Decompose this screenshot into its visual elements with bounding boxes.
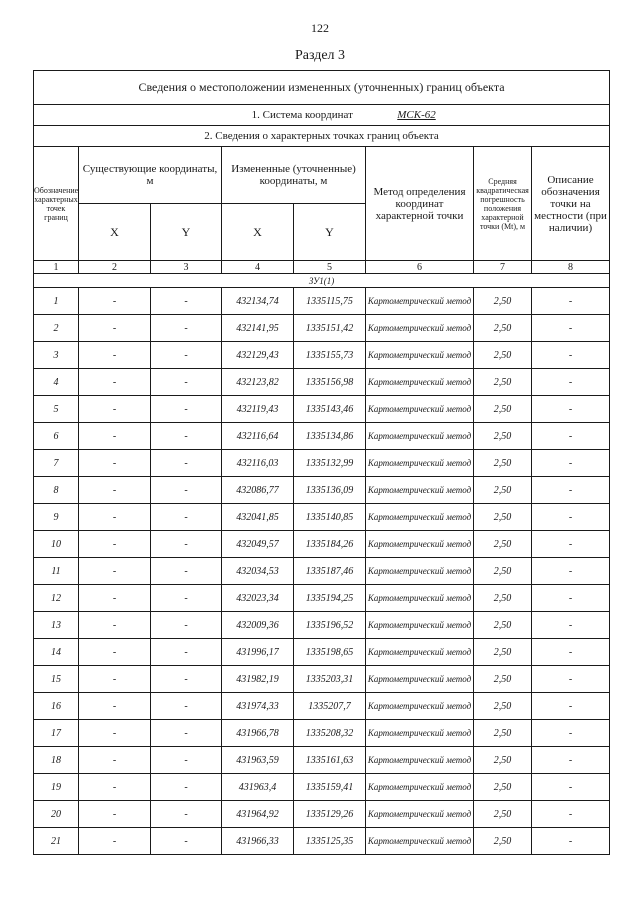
cell-changed-y: 1335125,35 (294, 828, 366, 855)
cell-existing-x: - (79, 720, 151, 747)
cell-changed-x: 432034,53 (222, 558, 294, 585)
cell-point-number: 9 (34, 504, 79, 531)
table-row (34, 450, 610, 477)
cell-changed-x: 432116,03 (222, 450, 294, 477)
cell-point-number: 10 (34, 531, 79, 558)
column-number: 4 (222, 261, 294, 274)
cell-point-number: 15 (34, 666, 79, 693)
page-number: 122 (311, 21, 329, 35)
table-row (34, 531, 610, 558)
coord-system-label: 1. Система координат (251, 109, 353, 121)
cell-existing-x: - (79, 396, 151, 423)
cell-changed-y: 1335129,26 (294, 801, 366, 828)
cell-rms-error: 2,50 (474, 504, 532, 531)
cell-existing-x: - (79, 774, 151, 801)
cell-rms-error: 2,50 (474, 450, 532, 477)
cell-changed-y: 1335198,65 (294, 639, 366, 666)
table-row (34, 558, 610, 585)
table-row (34, 423, 610, 450)
column-number: 5 (294, 261, 366, 274)
cell-description: - (532, 288, 610, 315)
cell-rms-error: 2,50 (474, 288, 532, 315)
cell-existing-y: - (151, 720, 222, 747)
cell-changed-x: 431996,17 (222, 639, 294, 666)
cell-changed-y: 1335208,32 (294, 720, 366, 747)
cell-existing-y: - (151, 504, 222, 531)
cell-method: Картометрический метод (366, 720, 474, 747)
cell-existing-y: - (151, 666, 222, 693)
cell-method: Картометрический метод (366, 477, 474, 504)
table-row (34, 693, 610, 720)
cell-changed-y: 1335134,86 (294, 423, 366, 450)
cell-changed-x: 431982,19 (222, 666, 294, 693)
cell-changed-x: 432009,36 (222, 612, 294, 639)
header-method: Метод определения координат характерной точки (366, 147, 474, 261)
cell-existing-y: - (151, 315, 222, 342)
cell-existing-x: - (79, 801, 151, 828)
cell-rms-error: 2,50 (474, 477, 532, 504)
table-row (34, 612, 610, 639)
cell-point-number: 19 (34, 774, 79, 801)
cell-description: - (532, 585, 610, 612)
cell-point-number: 14 (34, 639, 79, 666)
cell-rms-error: 2,50 (474, 315, 532, 342)
cell-changed-x: 431963,59 (222, 747, 294, 774)
table-row (34, 747, 610, 774)
column-number: 8 (532, 261, 610, 274)
cell-changed-x: 432116,64 (222, 423, 294, 450)
table-title: Сведения о местоположении измененных (уточненных) границ объекта (34, 71, 610, 105)
cell-changed-x: 431966,78 (222, 720, 294, 747)
table-row (34, 504, 610, 531)
cell-existing-y: - (151, 639, 222, 666)
cell-existing-y: - (151, 477, 222, 504)
cell-rms-error: 2,50 (474, 342, 532, 369)
cell-existing-x: - (79, 747, 151, 774)
cell-method: Картометрический метод (366, 504, 474, 531)
cell-rms-error: 2,50 (474, 558, 532, 585)
cell-description: - (532, 693, 610, 720)
table-row (34, 801, 610, 828)
cell-rms-error: 2,50 (474, 801, 532, 828)
cell-description: - (532, 666, 610, 693)
cell-changed-y: 1335203,31 (294, 666, 366, 693)
cell-point-number: 11 (34, 558, 79, 585)
header-description: Описание обозначения точки на местности (при наличии) (532, 147, 610, 261)
cell-changed-x: 432134,74 (222, 288, 294, 315)
cell-existing-y: - (151, 396, 222, 423)
cell-description: - (532, 747, 610, 774)
cell-changed-y: 1335196,52 (294, 612, 366, 639)
column-number: 1 (34, 261, 79, 274)
table-row (34, 720, 610, 747)
cell-existing-y: - (151, 531, 222, 558)
cell-existing-y: - (151, 369, 222, 396)
cell-changed-y: 1335155,73 (294, 342, 366, 369)
cell-changed-y: 1335140,85 (294, 504, 366, 531)
cell-description: - (532, 639, 610, 666)
cell-point-number: 3 (34, 342, 79, 369)
cell-method: Картометрический метод (366, 288, 474, 315)
header-changed-coords: Измененные (уточненные) координаты, м (222, 147, 366, 204)
cell-existing-x: - (79, 504, 151, 531)
cell-changed-y: 1335115,75 (294, 288, 366, 315)
cell-point-number: 4 (34, 369, 79, 396)
cell-description: - (532, 423, 610, 450)
cell-changed-x: 431974,33 (222, 693, 294, 720)
cell-existing-y: - (151, 342, 222, 369)
cell-description: - (532, 504, 610, 531)
cell-changed-x: 431964,92 (222, 801, 294, 828)
zone-label: ЗУ1(1) (34, 274, 610, 288)
cell-method: Картометрический метод (366, 369, 474, 396)
cell-description: - (532, 342, 610, 369)
cell-changed-y: 1335187,46 (294, 558, 366, 585)
cell-existing-y: - (151, 585, 222, 612)
table-row (34, 828, 610, 855)
cell-existing-y: - (151, 774, 222, 801)
cell-rms-error: 2,50 (474, 774, 532, 801)
cell-method: Картометрический метод (366, 423, 474, 450)
cell-description: - (532, 477, 610, 504)
cell-existing-x: - (79, 612, 151, 639)
cell-description: - (532, 315, 610, 342)
table-row (34, 396, 610, 423)
coord-system-row (34, 105, 610, 126)
cell-description: - (532, 369, 610, 396)
cell-rms-error: 2,50 (474, 747, 532, 774)
cell-changed-y: 1335136,09 (294, 477, 366, 504)
cell-rms-error: 2,50 (474, 828, 532, 855)
cell-changed-x: 432041,85 (222, 504, 294, 531)
cell-method: Картометрический метод (366, 612, 474, 639)
cell-point-number: 2 (34, 315, 79, 342)
cell-changed-y: 1335156,98 (294, 369, 366, 396)
cell-method: Картометрический метод (366, 666, 474, 693)
cell-description: - (532, 801, 610, 828)
cell-changed-x: 431963,4 (222, 774, 294, 801)
cell-changed-x: 432086,77 (222, 477, 294, 504)
cell-method: Картометрический метод (366, 342, 474, 369)
cell-rms-error: 2,50 (474, 666, 532, 693)
cell-rms-error: 2,50 (474, 396, 532, 423)
cell-changed-x: 431966,33 (222, 828, 294, 855)
cell-existing-y: - (151, 450, 222, 477)
points-info: 2. Сведения о характерных точках границ объекта (34, 126, 610, 147)
cell-method: Картометрический метод (366, 774, 474, 801)
cell-existing-x: - (79, 531, 151, 558)
column-number: 6 (366, 261, 474, 274)
cell-point-number: 7 (34, 450, 79, 477)
cell-existing-y: - (151, 423, 222, 450)
cell-existing-y: - (151, 801, 222, 828)
header-existing-y: Y (151, 204, 222, 261)
cell-changed-x: 432049,57 (222, 531, 294, 558)
cell-method: Картометрический метод (366, 396, 474, 423)
header-point-designation: Обозначение характерных точек границ (34, 147, 79, 261)
table-row (34, 342, 610, 369)
cell-rms-error: 2,50 (474, 720, 532, 747)
header-changed-y: Y (294, 204, 366, 261)
cell-method: Картометрический метод (366, 828, 474, 855)
cell-description: - (532, 558, 610, 585)
cell-point-number: 5 (34, 396, 79, 423)
cell-existing-x: - (79, 450, 151, 477)
cell-point-number: 17 (34, 720, 79, 747)
cell-method: Картометрический метод (366, 585, 474, 612)
cell-existing-x: - (79, 558, 151, 585)
cell-existing-x: - (79, 639, 151, 666)
table-row (34, 585, 610, 612)
table-row (34, 315, 610, 342)
coordinates-table (33, 70, 610, 855)
cell-changed-x: 432129,43 (222, 342, 294, 369)
cell-method: Картометрический метод (366, 558, 474, 585)
table-row (34, 666, 610, 693)
cell-method: Картометрический метод (366, 747, 474, 774)
cell-point-number: 13 (34, 612, 79, 639)
cell-existing-y: - (151, 612, 222, 639)
cell-description: - (532, 396, 610, 423)
cell-rms-error: 2,50 (474, 585, 532, 612)
cell-description: - (532, 450, 610, 477)
cell-existing-x: - (79, 666, 151, 693)
cell-changed-y: 1335159,41 (294, 774, 366, 801)
column-number: 7 (474, 261, 532, 274)
cell-changed-y: 1335132,99 (294, 450, 366, 477)
cell-description: - (532, 774, 610, 801)
column-number: 3 (151, 261, 222, 274)
cell-changed-y: 1335207,7 (294, 693, 366, 720)
cell-existing-x: - (79, 477, 151, 504)
cell-existing-x: - (79, 369, 151, 396)
cell-rms-error: 2,50 (474, 693, 532, 720)
cell-changed-x: 432023,34 (222, 585, 294, 612)
cell-changed-x: 432141,95 (222, 315, 294, 342)
cell-existing-y: - (151, 828, 222, 855)
cell-rms-error: 2,50 (474, 531, 532, 558)
cell-changed-y: 1335151,42 (294, 315, 366, 342)
cell-existing-y: - (151, 693, 222, 720)
cell-point-number: 1 (34, 288, 79, 315)
cell-method: Картометрический метод (366, 450, 474, 477)
header-changed-x: X (222, 204, 294, 261)
cell-point-number: 12 (34, 585, 79, 612)
coord-system-value: МСК-62 (397, 109, 436, 121)
cell-existing-y: - (151, 747, 222, 774)
header-rms-error: Средняя квадратическая погрешность положения характерной точки (Mt), м (474, 147, 532, 261)
cell-point-number: 6 (34, 423, 79, 450)
cell-description: - (532, 531, 610, 558)
cell-existing-x: - (79, 585, 151, 612)
header-existing-x: X (79, 204, 151, 261)
cell-method: Картометрический метод (366, 639, 474, 666)
cell-description: - (532, 720, 610, 747)
cell-point-number: 18 (34, 747, 79, 774)
cell-point-number: 21 (34, 828, 79, 855)
section-title: Раздел 3 (294, 48, 346, 63)
cell-method: Картометрический метод (366, 531, 474, 558)
table-row (34, 477, 610, 504)
cell-description: - (532, 612, 610, 639)
cell-existing-x: - (79, 423, 151, 450)
cell-method: Картометрический метод (366, 315, 474, 342)
cell-rms-error: 2,50 (474, 612, 532, 639)
cell-existing-x: - (79, 315, 151, 342)
cell-existing-y: - (151, 558, 222, 585)
table-row (34, 288, 610, 315)
cell-method: Картометрический метод (366, 693, 474, 720)
cell-existing-y: - (151, 288, 222, 315)
cell-description: - (532, 828, 610, 855)
cell-rms-error: 2,50 (474, 423, 532, 450)
cell-rms-error: 2,50 (474, 639, 532, 666)
cell-point-number: 20 (34, 801, 79, 828)
table-row (34, 369, 610, 396)
cell-changed-y: 1335161,63 (294, 747, 366, 774)
cell-changed-y: 1335184,26 (294, 531, 366, 558)
column-number: 2 (79, 261, 151, 274)
cell-point-number: 8 (34, 477, 79, 504)
cell-existing-x: - (79, 693, 151, 720)
cell-method: Картометрический метод (366, 801, 474, 828)
table-row (34, 774, 610, 801)
cell-changed-x: 432123,82 (222, 369, 294, 396)
cell-existing-x: - (79, 828, 151, 855)
cell-existing-x: - (79, 288, 151, 315)
cell-rms-error: 2,50 (474, 369, 532, 396)
cell-changed-x: 432119,43 (222, 396, 294, 423)
cell-point-number: 16 (34, 693, 79, 720)
header-existing-coords: Существующие координаты, м (79, 147, 222, 204)
table-row (34, 639, 610, 666)
cell-changed-y: 1335143,46 (294, 396, 366, 423)
cell-existing-x: - (79, 342, 151, 369)
cell-changed-y: 1335194,25 (294, 585, 366, 612)
